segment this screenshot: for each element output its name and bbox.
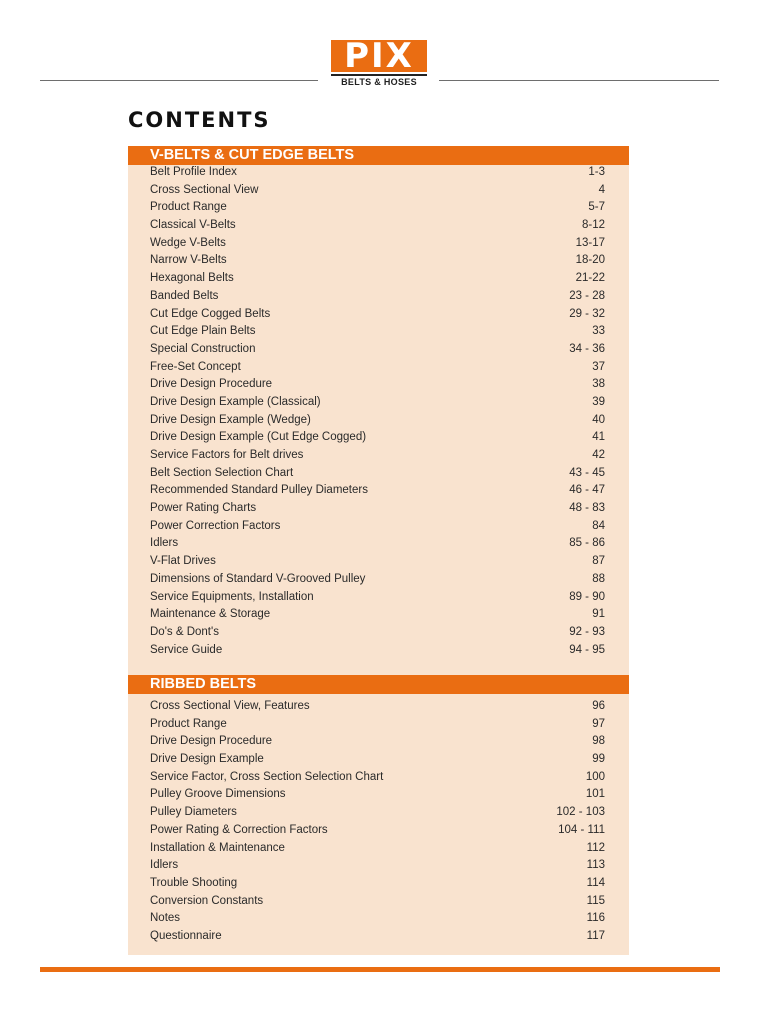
toc-entry-title: Belt Profile Index	[150, 166, 237, 178]
toc-entry-title: Conversion Constants	[150, 894, 264, 907]
toc-entry-page: 8-12	[581, 219, 605, 232]
toc-entry-page: 98	[592, 735, 605, 748]
toc-entry-title: Drive Design Example (Classical)	[150, 395, 321, 408]
toc-entry[interactable]	[150, 751, 605, 769]
toc-entry-page: 4	[598, 183, 605, 196]
toc-entry-title: Narrow V-Belts	[150, 254, 227, 267]
toc-entry[interactable]	[150, 359, 605, 377]
footer-rule	[40, 967, 720, 972]
toc-entry[interactable]	[150, 199, 605, 217]
toc-entry-title: Questionnaire	[150, 929, 222, 942]
toc-entry[interactable]	[150, 804, 605, 822]
toc-entry[interactable]	[150, 270, 605, 288]
toc-entry-page: 94 - 95	[569, 643, 605, 656]
toc-entry-page: 117	[586, 929, 605, 942]
toc-entry[interactable]	[150, 589, 605, 607]
toc-entry[interactable]	[150, 447, 605, 465]
toc-entry-page: 13-17	[575, 236, 605, 249]
toc-entry-title: Notes	[150, 912, 181, 925]
toc-entry[interactable]	[150, 429, 605, 447]
toc-entry-title: Product Range	[150, 201, 227, 214]
toc-entry-page: 100	[585, 770, 605, 783]
brand-logo	[331, 36, 427, 87]
toc-entry-page: 99	[592, 753, 605, 766]
toc-entry-title: Trouble Shooting	[150, 876, 238, 889]
toc-entry-page: 23 - 28	[569, 289, 605, 302]
toc-entry[interactable]	[150, 928, 605, 946]
toc-entry-page: 48 - 83	[569, 502, 605, 515]
toc-entry-page: 38	[592, 378, 605, 391]
toc-entry-page: 116	[586, 912, 605, 925]
section-heading-ribbed-belts: RIBBED BELTS	[128, 675, 629, 694]
toc-entry-page: 85 - 86	[569, 537, 605, 550]
toc-entry[interactable]	[150, 323, 605, 341]
toc-entry-title: Service Factor, Cross Section Selection Chart	[150, 770, 384, 783]
toc-entry-page: 33	[592, 325, 605, 338]
toc-entry-page: 96	[592, 700, 605, 712]
toc-entry[interactable]	[150, 786, 605, 804]
toc-entry-title: Dimensions of Standard V-Grooved Pulley	[150, 572, 366, 585]
toc-entry[interactable]	[150, 553, 605, 571]
toc-entry[interactable]	[150, 893, 605, 911]
toc-entry-page: 39	[592, 395, 605, 408]
toc-entry[interactable]	[150, 482, 605, 500]
toc-entry-title: Cut Edge Plain Belts	[150, 325, 256, 338]
toc-entry-title: Idlers	[150, 859, 179, 872]
toc-entry[interactable]	[150, 642, 605, 660]
toc-entry[interactable]	[150, 698, 605, 716]
toc-entry[interactable]	[150, 910, 605, 928]
toc-entry[interactable]	[150, 571, 605, 589]
toc-entry[interactable]	[150, 164, 605, 182]
toc-entry-title: Drive Design Example	[150, 753, 264, 766]
toc-entry[interactable]	[150, 465, 605, 483]
toc-entry-title: Pulley Groove Dimensions	[150, 788, 286, 801]
toc-entry-page: 114	[586, 876, 605, 889]
toc-entry-title: Product Range	[150, 717, 227, 730]
toc-entry-title: Power Rating Charts	[150, 502, 257, 515]
toc-entry[interactable]	[150, 235, 605, 253]
toc-entry-title: Wedge V-Belts	[150, 236, 226, 249]
toc-entry-page: 46 - 47	[569, 484, 605, 497]
toc-entry-page: 97	[592, 717, 605, 730]
toc-entry-title: Banded Belts	[150, 289, 219, 302]
toc-entry-title: Power Correction Factors	[150, 519, 281, 532]
toc-entry-title: V-Flat Drives	[150, 555, 216, 568]
toc-entry[interactable]	[150, 733, 605, 751]
toc-entry[interactable]	[150, 518, 605, 536]
toc-entry-page: 18-20	[575, 254, 605, 267]
toc-entry-page: 37	[592, 360, 605, 373]
toc-entry[interactable]	[150, 394, 605, 412]
toc-entry-title: Power Rating & Correction Factors	[150, 823, 328, 836]
section-heading-v-belts: V-BELTS & CUT EDGE BELTS	[128, 146, 629, 165]
toc-entry[interactable]	[150, 822, 605, 840]
page-title: CONTENTS	[128, 108, 271, 132]
toc-entry-title: Cross Sectional View, Features	[150, 700, 310, 712]
toc-entry-page: 91	[592, 608, 605, 621]
toc-entry[interactable]	[150, 500, 605, 518]
toc-entry-page: 92 - 93	[569, 625, 605, 638]
toc-entry-page: 29 - 32	[569, 307, 605, 320]
toc-entry[interactable]	[150, 306, 605, 324]
toc-entry-title: Maintenance & Storage	[150, 608, 271, 621]
toc-entry[interactable]	[150, 716, 605, 734]
toc-entry[interactable]	[150, 840, 605, 858]
toc-entry[interactable]	[150, 769, 605, 787]
toc-entry-title: Do's & Dont's	[150, 625, 219, 638]
toc-entry-title: Classical V-Belts	[150, 219, 236, 232]
toc-entry-page: 87	[592, 555, 605, 568]
toc-entry-title: Free-Set Concept	[150, 360, 241, 373]
toc-entry-title: Belt Section Selection Chart	[150, 466, 294, 479]
toc-list-ribbed-belts	[150, 698, 605, 946]
logo-wordmark: PIX	[331, 40, 427, 72]
toc-entry[interactable]	[150, 341, 605, 359]
toc-entry-title: Recommended Standard Pulley Diameters	[150, 484, 368, 497]
toc-entry[interactable]	[150, 606, 605, 624]
toc-entry-title: Service Factors for Belt drives	[150, 449, 304, 461]
toc-entry[interactable]	[150, 376, 605, 394]
toc-entry-title: Drive Design Example (Cut Edge Cogged)	[150, 431, 367, 444]
toc-entry-title: Cross Sectional View	[150, 183, 259, 196]
header-rule-left	[40, 80, 318, 81]
toc-entry[interactable]	[150, 624, 605, 642]
toc-entry-title: Service Equipments, Installation	[150, 590, 314, 603]
toc-entry[interactable]	[150, 288, 605, 306]
toc-entry-page: 1-3	[588, 166, 605, 178]
toc-entry-page: 5-7	[588, 201, 605, 214]
toc-entry-title: Idlers	[150, 537, 179, 550]
toc-entry-page: 41	[592, 431, 605, 444]
toc-entry[interactable]	[150, 857, 605, 875]
toc-entry-page: 40	[592, 413, 605, 426]
toc-entry-page: 112	[586, 841, 605, 854]
toc-entry-title: Pulley Diameters	[150, 806, 237, 819]
toc-entry-page: 21-22	[575, 272, 605, 285]
toc-entry[interactable]	[150, 182, 605, 200]
logo-tagline: BELTS & HOSES	[331, 74, 427, 87]
toc-entry-page: 115	[586, 894, 605, 907]
toc-entry-page: 84	[592, 519, 605, 532]
toc-entry-title: Special Construction	[150, 342, 256, 355]
toc-entry-title: Drive Design Procedure	[150, 378, 273, 391]
toc-entry[interactable]	[150, 875, 605, 893]
toc-entry-title: Hexagonal Belts	[150, 272, 234, 285]
toc-entry-page: 102 - 103	[556, 806, 605, 819]
toc-entry-title: Installation & Maintenance	[150, 841, 285, 854]
toc-list-v-belts	[150, 164, 605, 659]
toc-entry-title: Service Guide	[150, 643, 223, 656]
toc-entry[interactable]	[150, 217, 605, 235]
toc-entry-title: Drive Design Example (Wedge)	[150, 413, 311, 426]
header-rule-right	[439, 80, 719, 81]
toc-entry-title: Drive Design Procedure	[150, 735, 273, 748]
toc-entry-page: 34 - 36	[569, 342, 605, 355]
toc-entry-page: 42	[592, 449, 605, 461]
toc-entry-page: 88	[592, 572, 605, 585]
toc-entry-page: 43 - 45	[569, 466, 605, 479]
toc-entry-title: Cut Edge Cogged Belts	[150, 307, 271, 320]
toc-entry[interactable]	[150, 412, 605, 430]
toc-entry-page: 89 - 90	[569, 590, 605, 603]
toc-entry-page: 113	[586, 859, 605, 872]
toc-entry[interactable]	[150, 535, 605, 553]
toc-entry-page: 101	[585, 788, 605, 801]
toc-entry-page: 104 - 111	[558, 823, 605, 836]
toc-entry[interactable]	[150, 252, 605, 270]
